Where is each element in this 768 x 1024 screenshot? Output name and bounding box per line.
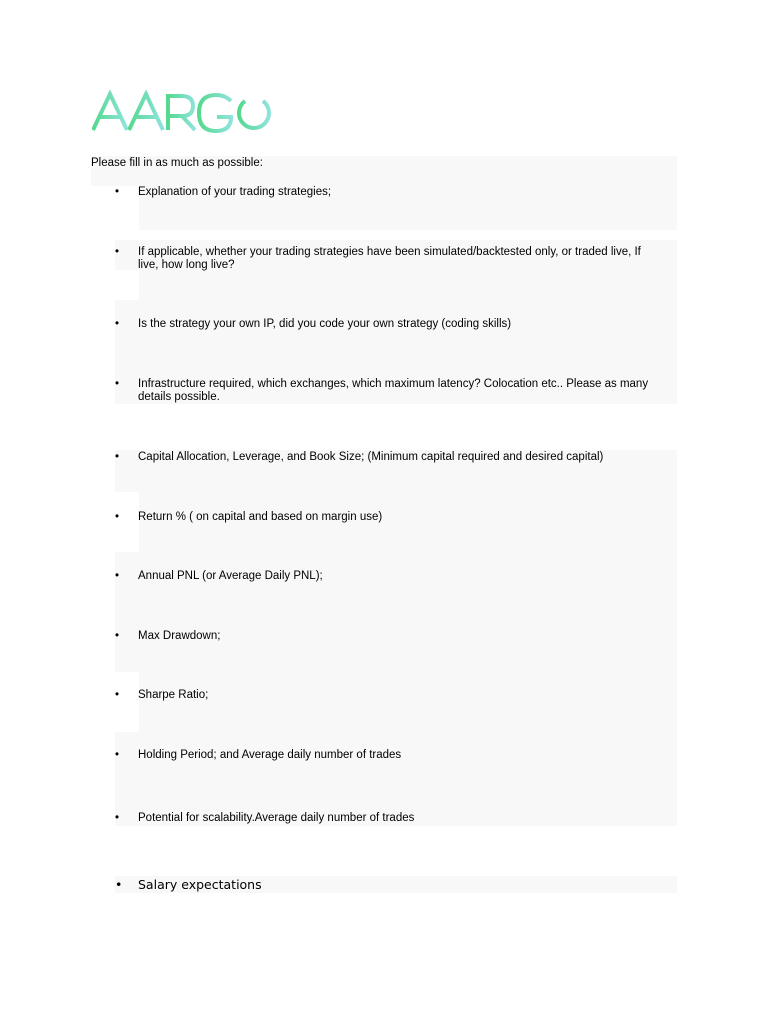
list-item-return <box>115 511 660 524</box>
list-item-holding-period <box>115 749 660 762</box>
answer-area[interactable] <box>139 672 677 732</box>
answer-area[interactable] <box>139 270 677 300</box>
bullet: • <box>115 451 120 463</box>
list-item-label: Capital Allocation, Leverage, and Book Size; (Minimum capital required and desired capital) <box>138 451 604 463</box>
list-item-annual-pnl <box>115 570 660 583</box>
list-item-label: Infrastructure required, which exchanges, which maximum latency? Colocation etc.. Please as many details possible. <box>138 378 649 403</box>
list-item-label: Max Drawdown; <box>138 630 221 642</box>
bullet: • <box>115 378 120 390</box>
list-item-own-ip <box>115 318 660 331</box>
bullet: • <box>115 877 123 892</box>
list-item-label: Potential for scalability.Average daily number of trades <box>138 812 415 824</box>
list-item-scalability <box>115 812 660 825</box>
list-item-infrastructure <box>115 378 660 404</box>
bullet: • <box>115 570 120 582</box>
bullet: • <box>115 630 120 642</box>
list-item-label: Sharpe Ratio; <box>138 689 209 701</box>
bullet: • <box>115 812 120 824</box>
bullet: • <box>115 246 120 258</box>
list-item-label: Is the strategy your own IP, did you code your own strategy (coding skills) <box>138 318 512 330</box>
bullet: • <box>115 318 120 330</box>
bullet: • <box>115 749 120 761</box>
list-item-label: Annual PNL (or Average Daily PNL); <box>138 570 323 582</box>
list-item-capital-allocation <box>115 451 660 464</box>
answer-area[interactable] <box>115 732 677 794</box>
list-item-label: Salary expectations <box>138 877 262 892</box>
bullet: • <box>115 689 120 701</box>
list-item-label: If applicable, whether your trading strategies have been simulated/backtested only, or traded live, If live, how long live? <box>138 246 641 271</box>
list-item-salary <box>115 877 660 892</box>
bullet: • <box>115 511 120 523</box>
bullet: • <box>115 186 120 198</box>
list-item-trading-strategies <box>115 186 660 199</box>
list-item-label: Explanation of your trading strategies; <box>138 186 332 198</box>
list-item-simulated-or-live <box>115 246 660 272</box>
list-item-label: Holding Period; and Average daily number of trades <box>138 749 402 761</box>
list-item-label: Return % ( on capital and based on margin use) <box>138 511 383 523</box>
instructions-text: Please fill in as much as possible: <box>91 157 263 169</box>
list-item-max-drawdown <box>115 630 660 643</box>
aargo-logo <box>92 88 272 136</box>
list-item-sharpe-ratio <box>115 689 660 702</box>
